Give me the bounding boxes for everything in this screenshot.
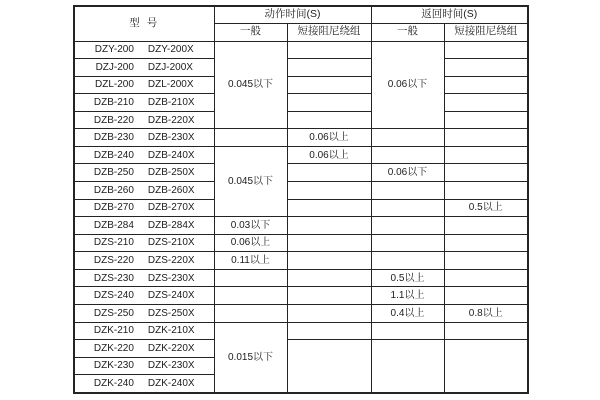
model-cell [74, 269, 214, 287]
cell-action-damping: 0.06以上 [287, 129, 371, 147]
table-header [74, 6, 528, 41]
table-row [74, 129, 528, 147]
table-row [74, 111, 528, 129]
model-cell [74, 287, 214, 305]
cell-return-general [371, 199, 444, 217]
cell-action-general: 0.06以上 [214, 234, 287, 252]
model-label-x: DZB-240X [147, 149, 195, 161]
cell-action-general: 0.045以下 [214, 146, 287, 216]
model-cell [74, 217, 214, 235]
model-cell [74, 59, 214, 77]
model-cell [74, 111, 214, 129]
cell-return-damping [444, 59, 528, 77]
cell-return-general [371, 182, 444, 200]
cell-return-general: 1.1以上 [371, 287, 444, 305]
table-row [74, 199, 528, 217]
cell-action-damping [287, 111, 371, 129]
model-cell [74, 234, 214, 252]
model-pair [75, 273, 214, 284]
model-pair [75, 308, 214, 319]
model-label: DZB-220 [93, 114, 134, 126]
model-label-x: DZL-200X [147, 79, 194, 91]
model-label: DZB-284 [93, 219, 134, 231]
table-body [74, 41, 528, 393]
cell-action-damping [287, 252, 371, 270]
table-row [74, 269, 528, 287]
model-label: DZB-230 [93, 132, 134, 144]
header-return-damping: 短接阻尼绕组 [444, 23, 528, 41]
model-cell [74, 129, 214, 147]
model-pair [75, 185, 214, 196]
cell-action-general [214, 269, 287, 287]
model-pair [75, 62, 214, 73]
model-label-x: DZB-220X [147, 114, 195, 126]
model-cell [74, 146, 214, 164]
model-label: DZK-240 [93, 378, 134, 390]
cell-action-general [214, 304, 287, 322]
cell-return-damping [444, 287, 528, 305]
cell-return-general [371, 322, 444, 340]
model-label-x: DZS-230X [147, 272, 195, 284]
cell-return-damping [444, 234, 528, 252]
cell-return-general [371, 217, 444, 235]
spec-table [73, 5, 529, 394]
cell-action-general [214, 129, 287, 147]
cell-return-damping [444, 146, 528, 164]
cell-action-damping [287, 199, 371, 217]
cell-action-damping [287, 234, 371, 252]
table-row [74, 252, 528, 270]
model-pair [75, 360, 214, 371]
model-label-x: DZB-230X [147, 132, 195, 144]
model-cell [74, 322, 214, 340]
model-label: DZS-240 [93, 290, 134, 302]
cell-action-general: 0.015以下 [214, 322, 287, 393]
model-label: DZB-260 [93, 184, 134, 196]
cell-action-damping [287, 340, 371, 393]
cell-return-damping [444, 322, 528, 340]
table-row [74, 217, 528, 235]
table-row [74, 234, 528, 252]
model-label-x: DZS-250X [147, 307, 195, 319]
model-pair [75, 44, 214, 55]
model-label-x: DZS-240X [147, 290, 195, 302]
model-label-x: DZK-210X [147, 325, 195, 337]
model-cell [74, 304, 214, 322]
cell-return-damping [444, 76, 528, 94]
cell-action-damping [287, 41, 371, 59]
model-label-x: DZY-200X [147, 44, 194, 56]
model-label-x: DZK-240X [147, 378, 195, 390]
cell-action-general: 0.03以下 [214, 217, 287, 235]
cell-return-damping [444, 217, 528, 235]
header-row-groups [74, 6, 528, 23]
model-label-x: DZS-210X [147, 237, 195, 249]
cell-return-damping [444, 182, 528, 200]
model-label-x: DZB-284X [147, 219, 195, 231]
header-model: 型 号 [74, 6, 214, 41]
model-pair [75, 220, 214, 231]
model-label: DZJ-200 [95, 61, 134, 73]
cell-return-damping [444, 129, 528, 147]
cell-action-damping [287, 182, 371, 200]
model-label: DZL-200 [95, 79, 134, 91]
model-label: DZB-240 [93, 149, 134, 161]
model-label-x: DZB-270X [147, 202, 195, 214]
model-pair [75, 343, 214, 354]
model-pair [75, 202, 214, 213]
model-pair [75, 150, 214, 161]
model-pair [75, 325, 214, 336]
model-cell [74, 76, 214, 94]
model-pair [75, 237, 214, 248]
cell-return-damping: 0.5以上 [444, 199, 528, 217]
table-row [74, 164, 528, 182]
model-cell [74, 182, 214, 200]
model-cell [74, 164, 214, 182]
model-label: DZB-210 [93, 96, 134, 108]
cell-return-damping [444, 94, 528, 112]
model-label: DZK-230 [93, 360, 134, 372]
cell-action-damping [287, 304, 371, 322]
model-label-x: DZJ-200X [147, 61, 193, 73]
model-label-x: DZK-230X [147, 360, 195, 372]
model-cell [74, 252, 214, 270]
model-label: DZK-210 [93, 325, 134, 337]
model-label: DZS-210 [93, 237, 134, 249]
model-label-x: DZK-220X [147, 342, 195, 354]
model-label: DZK-220 [93, 342, 134, 354]
table-row [74, 340, 528, 358]
cell-action-damping [287, 269, 371, 287]
cell-return-general [371, 234, 444, 252]
model-label: DZY-200 [94, 44, 134, 56]
cell-return-damping [444, 269, 528, 287]
model-pair [75, 132, 214, 143]
cell-return-damping [444, 164, 528, 182]
model-pair [75, 167, 214, 178]
cell-action-general: 0.045以下 [214, 41, 287, 129]
model-label: DZB-270 [93, 202, 134, 214]
model-label: DZS-250 [93, 307, 134, 319]
cell-action-general [214, 287, 287, 305]
cell-return-general: 0.06以下 [371, 41, 444, 129]
model-cell [74, 340, 214, 358]
cell-return-general: 0.4以上 [371, 304, 444, 322]
model-pair [75, 115, 214, 126]
model-cell [74, 94, 214, 112]
header-return-general: 一般 [371, 23, 444, 41]
cell-action-damping: 0.06以上 [287, 146, 371, 164]
model-label: DZB-250 [93, 167, 134, 179]
cell-return-damping [444, 111, 528, 129]
cell-return-damping [444, 340, 528, 393]
header-action-damping: 短接阻尼绕组 [287, 23, 371, 41]
cell-action-damping [287, 59, 371, 77]
table-row [74, 41, 528, 59]
cell-return-general [371, 252, 444, 270]
model-pair [75, 97, 214, 108]
table-row [74, 146, 528, 164]
cell-action-damping [287, 94, 371, 112]
header-return-time: 返回时间(S) [371, 6, 528, 23]
cell-return-general: 0.06以下 [371, 164, 444, 182]
model-label-x: DZS-220X [147, 255, 195, 267]
model-cell [74, 357, 214, 375]
model-label-x: DZB-260X [147, 184, 195, 196]
table-row [74, 59, 528, 77]
cell-return-damping [444, 252, 528, 270]
table-row [74, 182, 528, 200]
cell-action-damping [287, 287, 371, 305]
table-row [74, 94, 528, 112]
model-label: DZS-220 [93, 255, 134, 267]
model-pair [75, 255, 214, 266]
cell-return-general: 0.5以上 [371, 269, 444, 287]
model-cell [74, 375, 214, 393]
header-action-general: 一般 [214, 23, 287, 41]
model-pair [75, 378, 214, 389]
table-row [74, 287, 528, 305]
cell-action-general: 0.11以上 [214, 252, 287, 270]
cell-action-damping [287, 217, 371, 235]
header-action-time: 动作时间(S) [214, 6, 371, 23]
cell-return-general [371, 129, 444, 147]
table-row [74, 304, 528, 322]
cell-return-damping: 0.8以上 [444, 304, 528, 322]
table-row [74, 322, 528, 340]
model-label-x: DZB-250X [147, 167, 195, 179]
cell-action-damping [287, 164, 371, 182]
model-pair [75, 290, 214, 301]
cell-action-damping [287, 322, 371, 340]
cell-return-general [371, 340, 444, 393]
cell-action-damping [287, 76, 371, 94]
cell-return-damping [444, 41, 528, 59]
model-label-x: DZB-210X [147, 96, 195, 108]
cell-return-general [371, 146, 444, 164]
model-cell [74, 41, 214, 59]
model-label: DZS-230 [93, 272, 134, 284]
model-cell [74, 199, 214, 217]
table-row [74, 76, 528, 94]
model-pair [75, 79, 214, 90]
